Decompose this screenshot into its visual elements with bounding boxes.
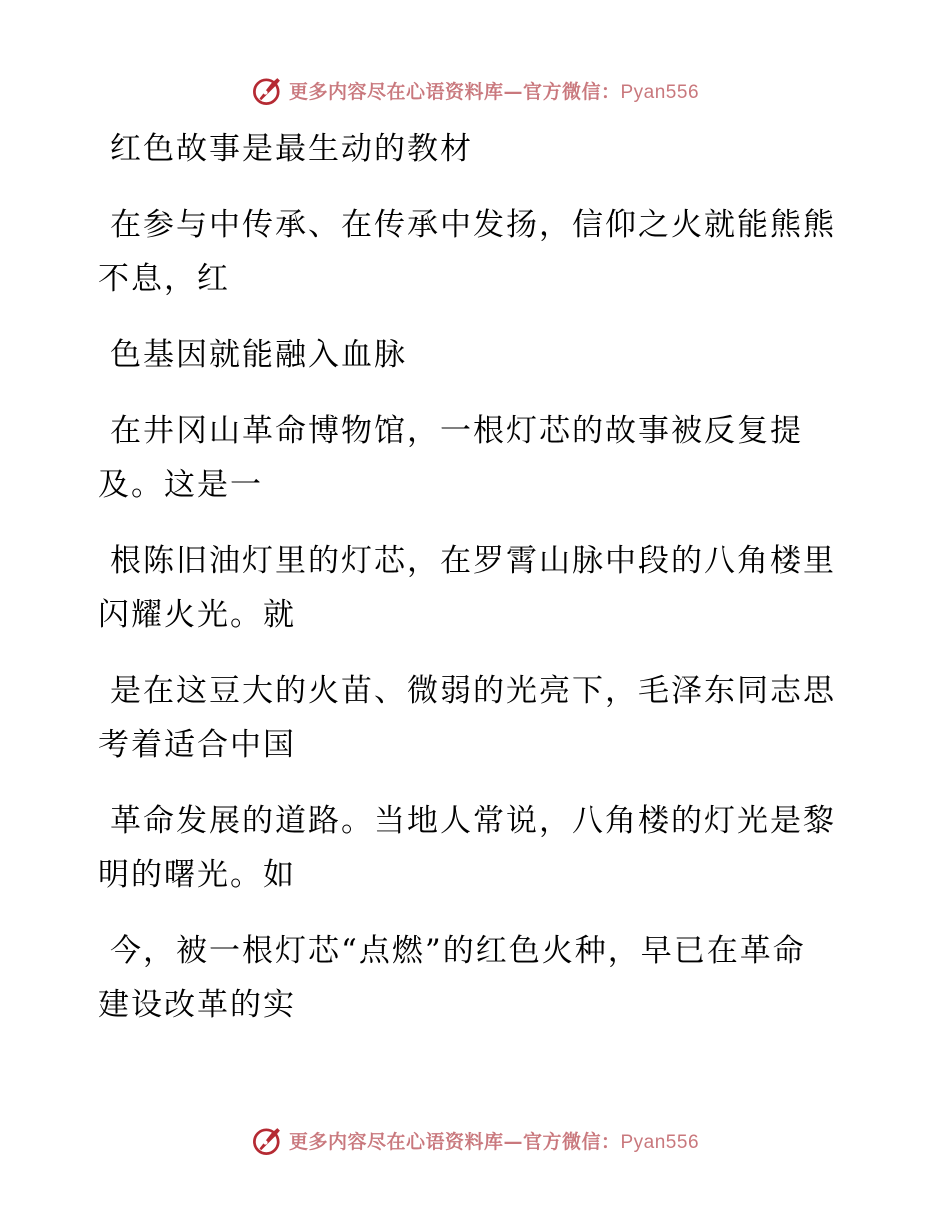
header-banner-label: 更多内容尽在心语资料库—官方微信： <box>288 80 621 103</box>
paragraph-2: 在参与中传承、在传承中发扬，信仰之火就能熊熊不息，红 <box>98 207 836 297</box>
footer-banner-label: 更多内容尽在心语资料库—官方微信： <box>288 1130 621 1153</box>
header-wechat-id: Pyan556 <box>620 81 700 103</box>
pen-nib-logo-icon <box>251 73 285 107</box>
paragraph-7: 革命发展的道路。当地人常说，八角楼的灯光是黎明的曙光。如 <box>98 803 836 893</box>
document-body <box>98 122 838 1032</box>
header-banner-text <box>289 77 699 104</box>
paragraph-3: 色基因就能融入血脉 <box>110 337 407 373</box>
paragraph-8: 今，被一根灯芯“点燃”的红色火种，早已在革命建设改革的实 <box>98 933 806 1023</box>
paragraph-1: 红色故事是最生动的教材 <box>110 131 473 167</box>
paragraph-5: 根陈旧油灯里的灯芯，在罗霄山脉中段的八角楼里闪耀火光。就 <box>98 543 836 633</box>
footer-banner <box>0 1120 950 1160</box>
header-banner <box>0 70 950 110</box>
paragraph-6: 是在这豆大的火苗、微弱的光亮下，毛泽东同志思考着适合中国 <box>98 673 836 763</box>
footer-banner-text <box>289 1127 699 1154</box>
pen-nib-logo-icon <box>251 1123 285 1157</box>
footer-wechat-id: Pyan556 <box>620 1131 700 1153</box>
paragraph-4: 在井冈山革命博物馆，一根灯芯的故事被反复提及。这是一 <box>98 413 803 503</box>
